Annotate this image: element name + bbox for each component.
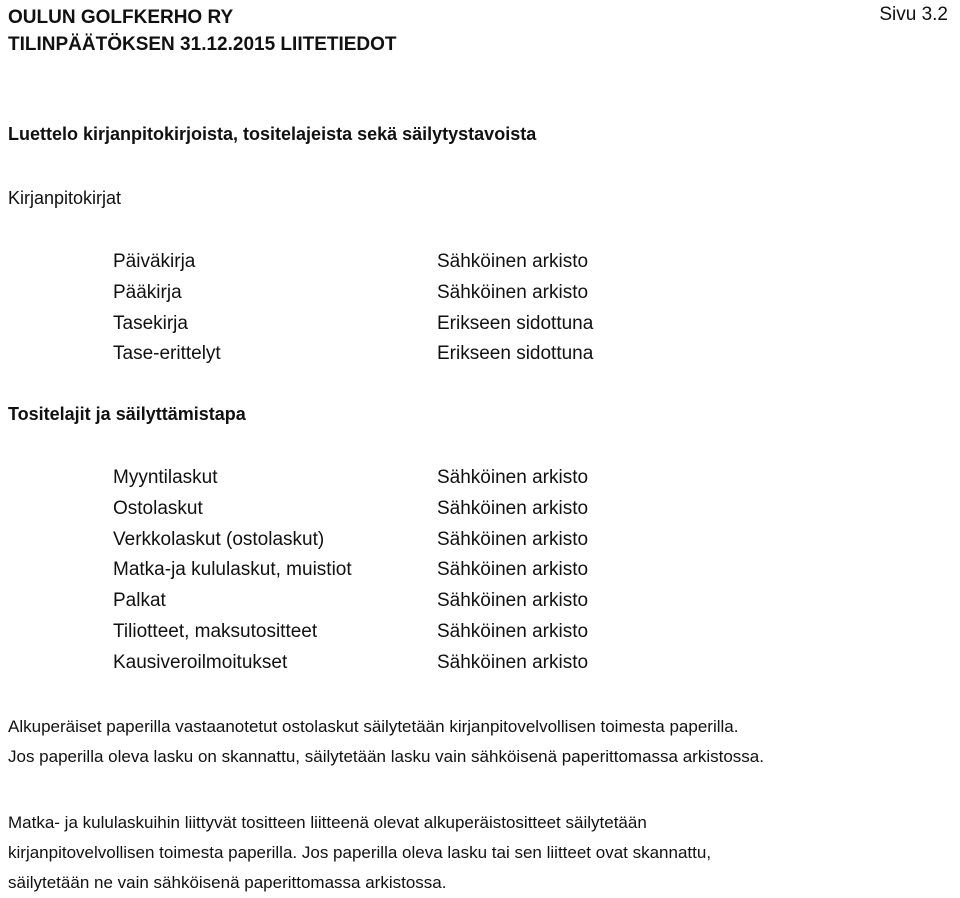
voucher-storage: Sähköinen arkisto xyxy=(437,620,589,642)
book-storage: Sähköinen arkisto xyxy=(437,251,589,272)
voucher-storage: Sähköinen arkisto xyxy=(437,590,589,612)
voucher-storage: Sähköinen arkisto xyxy=(437,528,589,550)
book-storage: Erikseen sidottuna xyxy=(437,343,594,365)
voucher-storage: Sähköinen arkisto xyxy=(437,651,589,673)
voucher-name: Verkkolaskut (ostolaskut) xyxy=(113,528,325,550)
travel-expense-note-paragraph xyxy=(8,808,954,898)
voucher-name: Myyntilaskut xyxy=(113,467,218,488)
list-item xyxy=(113,525,588,556)
list-item xyxy=(113,278,593,309)
storage-note-paragraph xyxy=(8,712,954,772)
voucher-name: Matka-ja kululaskut, muistiot xyxy=(113,559,352,581)
voucher-name: Tiliotteet, maksutositteet xyxy=(113,620,318,642)
book-storage: Sähköinen arkisto xyxy=(437,281,589,303)
voucher-storage: Sähköinen arkisto xyxy=(437,559,589,581)
vouchers-heading: Tositelajit ja säilyttämistapa xyxy=(8,404,246,424)
book-name: Päiväkirja xyxy=(113,251,196,272)
organization-name: OULUN GOLFKERHO RY xyxy=(8,7,234,28)
vouchers-list xyxy=(113,463,588,679)
book-name: Tase-erittelyt xyxy=(113,343,221,365)
list-item xyxy=(113,463,588,494)
document-title: TILINPÄÄTÖKSEN 31.12.2015 LIITETIEDOT xyxy=(8,34,397,55)
paragraph-line: Jos paperilla oleva lasku on skannattu, säilytetään lasku vain sähköisenä paperittomassa arkistossa. xyxy=(8,747,764,766)
page-number: Sivu 3.2 xyxy=(879,4,948,25)
list-item xyxy=(113,617,588,648)
paragraph-line: Matka- ja kululaskuihin liittyvät tositteen liitteenä olevat alkuperäistositteet säilytetään xyxy=(8,813,647,832)
books-list xyxy=(113,247,593,370)
main-heading: Luettelo kirjanpitokirjoista, tositelajeista sekä säilytystavoista xyxy=(8,124,537,144)
list-item xyxy=(113,555,588,586)
voucher-name: Kausiveroilmoitukset xyxy=(113,651,288,673)
paragraph-line: säilytetään ne vain sähköisenä paperittomassa arkistossa. xyxy=(8,873,447,892)
document-header xyxy=(8,4,397,58)
paragraph-line: Alkuperäiset paperilla vastaanotetut ostolaskut säilytetään kirjanpitovelvollisen toimesta paperilla. xyxy=(8,717,739,736)
books-heading: Kirjanpitokirjat xyxy=(8,188,122,208)
list-item xyxy=(113,247,593,278)
paragraph-line: kirjanpitovelvollisen toimesta paperilla. Jos paperilla oleva lasku tai sen liitteet ovat skannattu, xyxy=(8,843,712,862)
voucher-storage: Sähköinen arkisto xyxy=(437,467,589,488)
book-storage: Erikseen sidottuna xyxy=(437,312,594,334)
list-item xyxy=(113,648,588,679)
book-name: Tasekirja xyxy=(113,312,188,334)
voucher-name: Ostolaskut xyxy=(113,497,203,519)
list-item xyxy=(113,494,588,525)
list-item xyxy=(113,586,588,617)
list-item xyxy=(113,309,593,340)
book-name: Pääkirja xyxy=(113,281,182,303)
voucher-storage: Sähköinen arkisto xyxy=(437,497,589,519)
list-item xyxy=(113,339,593,370)
voucher-name: Palkat xyxy=(113,590,166,612)
